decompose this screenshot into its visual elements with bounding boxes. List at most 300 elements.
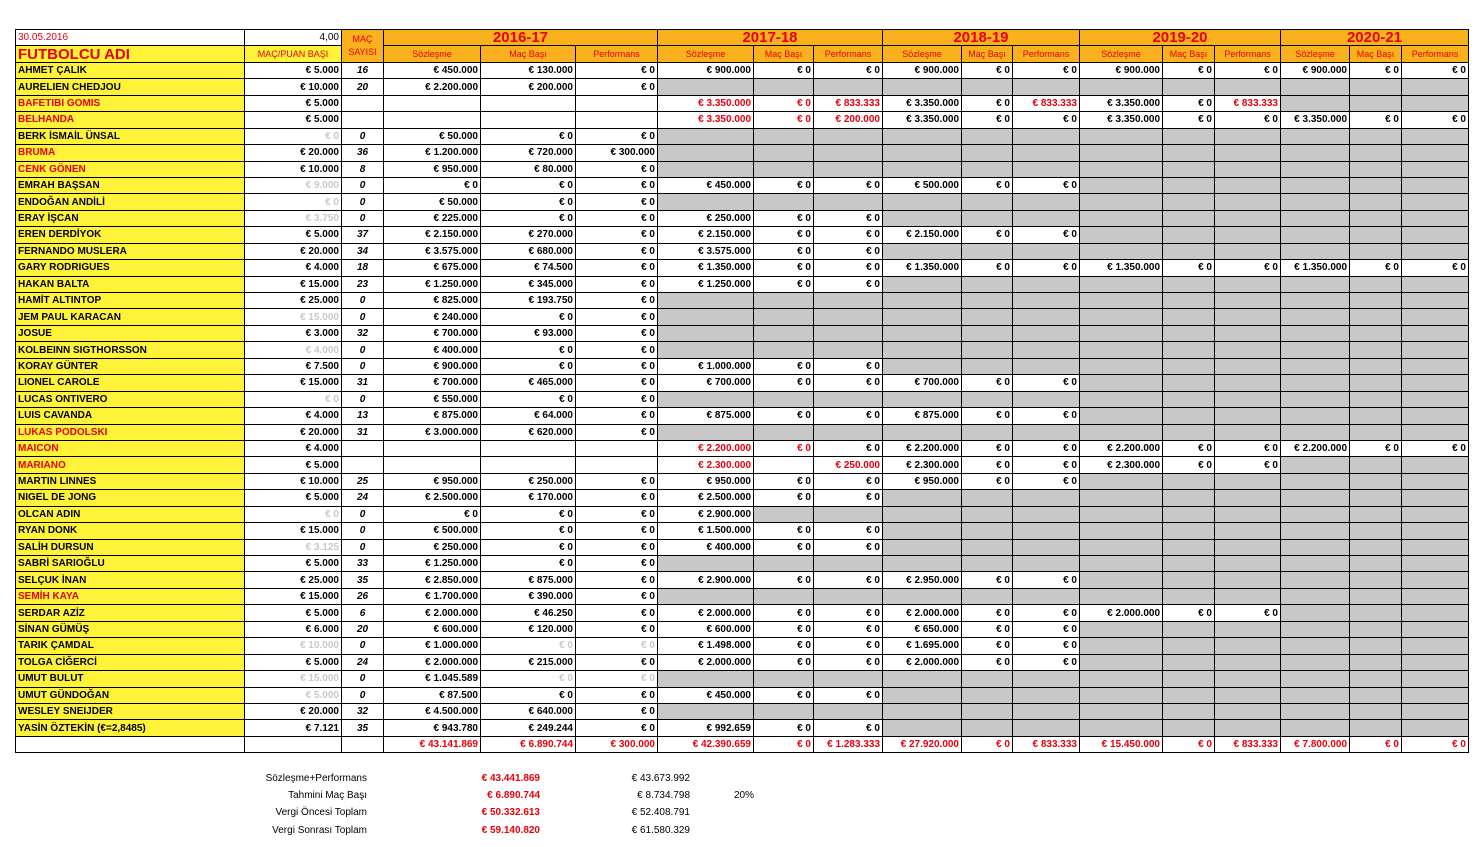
value-cell: € 0	[576, 276, 658, 292]
value-cell: € 0	[962, 112, 1013, 128]
empty-cell	[962, 539, 1013, 555]
empty-cell	[1013, 523, 1080, 539]
empty-cell	[962, 309, 1013, 325]
empty-cell	[883, 490, 962, 506]
empty-cell	[1402, 687, 1469, 703]
column-header: Performans	[1215, 46, 1281, 62]
value-cell: € 249.244	[481, 720, 576, 736]
puan-value: € 4.000	[245, 408, 342, 424]
empty-cell	[1215, 687, 1281, 703]
value-cell: € 0	[576, 375, 658, 391]
empty-cell	[962, 128, 1013, 144]
value-cell: € 0	[754, 539, 814, 555]
value-cell: € 0	[481, 506, 576, 522]
value-cell	[481, 440, 576, 456]
value-cell: € 2.900.000	[658, 506, 754, 522]
column-header: Performans	[576, 46, 658, 62]
match-count: 32	[342, 325, 384, 341]
empty-cell	[1281, 276, 1350, 292]
empty-cell	[658, 194, 754, 210]
value-cell: € 0	[814, 227, 883, 243]
match-count: 31	[342, 424, 384, 440]
empty-cell	[1350, 588, 1402, 604]
value-cell: € 0	[754, 62, 814, 78]
player-name: RYAN DONK	[16, 523, 245, 539]
table-row	[16, 424, 1469, 440]
empty-cell	[1163, 654, 1215, 670]
value-cell: € 943.780	[384, 720, 481, 736]
empty-cell	[1281, 161, 1350, 177]
empty-cell	[658, 556, 754, 572]
empty-cell	[1080, 293, 1163, 309]
match-count: 0	[342, 506, 384, 522]
value-cell: € 0	[1013, 621, 1080, 637]
empty-cell	[1215, 194, 1281, 210]
table-row	[16, 293, 1469, 309]
value-cell: € 2.950.000	[883, 572, 962, 588]
column-header: Sözleşme	[1080, 46, 1163, 62]
empty-cell	[658, 293, 754, 309]
table-row	[16, 572, 1469, 588]
value-cell: € 0	[814, 687, 883, 703]
value-cell: € 900.000	[883, 62, 962, 78]
match-count: 0	[342, 523, 384, 539]
empty-cell	[1350, 605, 1402, 621]
value-cell: € 0	[814, 523, 883, 539]
empty-cell	[1163, 227, 1215, 243]
empty-cell	[1350, 490, 1402, 506]
puan-value: € 0	[245, 391, 342, 407]
empty-cell	[962, 687, 1013, 703]
player-name: KOLBEINN SIGTHORSSON	[16, 342, 245, 358]
value-cell: € 87.500	[384, 687, 481, 703]
value-cell: € 0	[1013, 375, 1080, 391]
value-cell: € 0	[576, 473, 658, 489]
empty-cell	[754, 325, 814, 341]
empty-cell	[962, 293, 1013, 309]
empty-cell	[1163, 358, 1215, 374]
empty-cell	[1080, 638, 1163, 654]
value-cell	[481, 95, 576, 111]
value-cell: € 0	[1163, 605, 1215, 621]
value-cell: € 0	[481, 309, 576, 325]
player-name: LUKAS PODOLSKI	[16, 424, 245, 440]
value-cell: € 1.500.000	[658, 523, 754, 539]
table-row	[16, 720, 1469, 736]
empty-cell	[1281, 325, 1350, 341]
value-cell: € 3.350.000	[658, 112, 754, 128]
value-cell: € 0	[754, 243, 814, 259]
empty-cell	[962, 276, 1013, 292]
empty-cell	[1350, 572, 1402, 588]
value-cell: € 0	[384, 506, 481, 522]
empty-cell	[1350, 276, 1402, 292]
empty-cell	[1215, 358, 1281, 374]
empty-cell	[1350, 473, 1402, 489]
empty-cell	[1402, 605, 1469, 621]
value-cell: € 0	[576, 408, 658, 424]
empty-cell	[883, 703, 962, 719]
empty-cell	[883, 79, 962, 95]
value-cell: € 875.000	[384, 408, 481, 424]
empty-cell	[1281, 457, 1350, 473]
value-cell: € 0	[576, 62, 658, 78]
value-cell: € 2.000.000	[883, 654, 962, 670]
empty-cell	[658, 145, 754, 161]
empty-cell	[1281, 638, 1350, 654]
value-cell: € 1.350.000	[1281, 260, 1350, 276]
value-cell: € 0	[576, 671, 658, 687]
value-cell: € 0	[754, 605, 814, 621]
empty-cell	[1215, 325, 1281, 341]
puan-value: € 20.000	[245, 424, 342, 440]
puan-value: € 15.000	[245, 523, 342, 539]
value-cell: € 0	[814, 720, 883, 736]
empty-cell	[1402, 293, 1469, 309]
empty-cell	[1013, 556, 1080, 572]
header-row-2	[16, 46, 1469, 62]
empty-cell	[1080, 588, 1163, 604]
value-cell: € 93.000	[481, 325, 576, 341]
empty-cell	[1350, 671, 1402, 687]
summary-percent	[694, 804, 754, 821]
player-name: OLCAN ADIN	[16, 506, 245, 522]
empty-cell	[1163, 687, 1215, 703]
value-cell: € 0	[1013, 457, 1080, 473]
column-header: Maç Başı	[481, 46, 576, 62]
value-cell: € 0	[481, 194, 576, 210]
puan-value: € 6.000	[245, 621, 342, 637]
value-cell: € 640.000	[481, 703, 576, 719]
value-cell: € 0	[814, 654, 883, 670]
summary-alt-value: € 43.673.992	[631, 773, 690, 785]
empty-cell	[754, 556, 814, 572]
date-cell: 30.05.2016	[16, 30, 245, 46]
empty-cell	[1215, 408, 1281, 424]
empty-cell	[1013, 506, 1080, 522]
empty-cell	[1080, 342, 1163, 358]
value-cell: € 0	[814, 276, 883, 292]
table-row	[16, 309, 1469, 325]
total-cell: € 0	[962, 736, 1013, 752]
empty-cell	[1402, 276, 1469, 292]
value-cell: € 0	[576, 687, 658, 703]
value-cell: € 0	[962, 605, 1013, 621]
empty-cell	[1402, 375, 1469, 391]
empty-cell	[1402, 145, 1469, 161]
empty-cell	[1163, 621, 1215, 637]
puan-value: € 15.000	[245, 588, 342, 604]
empty-cell	[1281, 654, 1350, 670]
empty-cell	[1281, 243, 1350, 259]
value-cell: € 0	[1013, 638, 1080, 654]
empty-cell	[1163, 523, 1215, 539]
empty-cell	[1080, 490, 1163, 506]
value-cell: € 0	[576, 539, 658, 555]
value-cell: € 0	[576, 177, 658, 193]
empty-cell	[1402, 506, 1469, 522]
player-name: AURELIEN CHEDJOU	[16, 79, 245, 95]
value-cell: € 1.498.000	[658, 638, 754, 654]
value-cell: € 0	[962, 473, 1013, 489]
value-cell: € 3.575.000	[658, 243, 754, 259]
value-cell: € 0	[1402, 440, 1469, 456]
empty-cell	[1281, 621, 1350, 637]
value-cell: € 250.000	[658, 210, 754, 226]
match-count: 13	[342, 408, 384, 424]
value-cell: € 0	[754, 227, 814, 243]
empty-cell	[1080, 473, 1163, 489]
value-cell: € 3.350.000	[1080, 95, 1163, 111]
empty-cell	[1281, 210, 1350, 226]
match-count: 31	[342, 375, 384, 391]
value-cell: € 0	[576, 309, 658, 325]
empty-cell	[1163, 145, 1215, 161]
table-row	[16, 227, 1469, 243]
empty-cell	[1080, 161, 1163, 177]
value-cell: € 1.045.589	[384, 671, 481, 687]
player-name-header: FUTBOLCU ADI	[16, 46, 245, 62]
empty-cell	[1350, 79, 1402, 95]
puan-value: € 20.000	[245, 703, 342, 719]
value-cell: € 0	[1215, 260, 1281, 276]
puan-value: € 3.750	[245, 210, 342, 226]
summary-percent: 20%	[733, 790, 754, 802]
empty-cell	[1281, 424, 1350, 440]
empty-cell	[1402, 243, 1469, 259]
player-name: SEMİH KAYA	[16, 588, 245, 604]
value-cell: € 0	[962, 408, 1013, 424]
value-cell: € 700.000	[658, 375, 754, 391]
empty-cell	[1281, 95, 1350, 111]
value-cell	[576, 95, 658, 111]
empty-cell	[962, 556, 1013, 572]
table-row	[16, 79, 1469, 95]
table-row	[16, 161, 1469, 177]
puan-value: € 4.000	[245, 342, 342, 358]
value-cell: € 833.333	[814, 95, 883, 111]
empty-cell	[814, 325, 883, 341]
table-row	[16, 112, 1469, 128]
player-name: GARY RODRIGUES	[16, 260, 245, 276]
empty-cell	[754, 194, 814, 210]
value-cell: € 2.300.000	[883, 457, 962, 473]
empty-cell	[1013, 342, 1080, 358]
value-cell: € 680.000	[481, 243, 576, 259]
empty-cell	[1350, 309, 1402, 325]
empty-cell	[1215, 621, 1281, 637]
player-name: SALİH DURSUN	[16, 539, 245, 555]
value-cell: € 0	[576, 703, 658, 719]
value-cell: € 600.000	[658, 621, 754, 637]
value-cell: € 900.000	[1281, 62, 1350, 78]
puan-value: € 25.000	[245, 293, 342, 309]
player-name: CENK GÖNEN	[16, 161, 245, 177]
value-cell: € 1.350.000	[883, 260, 962, 276]
value-cell: € 0	[754, 490, 814, 506]
empty-cell	[1350, 654, 1402, 670]
puan-value: € 10.000	[245, 161, 342, 177]
player-name: TARIK ÇAMDAL	[16, 638, 245, 654]
empty-cell	[1215, 342, 1281, 358]
value-cell: € 0	[754, 572, 814, 588]
puan-value: € 20.000	[245, 243, 342, 259]
empty-cell	[1080, 227, 1163, 243]
match-count: 36	[342, 145, 384, 161]
value-cell: € 0	[814, 260, 883, 276]
value-cell: € 0	[481, 128, 576, 144]
table-row	[16, 654, 1469, 670]
puan-value: € 10.000	[245, 473, 342, 489]
puan-value: € 15.000	[245, 671, 342, 687]
empty-cell	[1350, 161, 1402, 177]
empty-cell	[1080, 703, 1163, 719]
empty-cell	[962, 358, 1013, 374]
empty-cell	[1080, 210, 1163, 226]
table-row	[16, 523, 1469, 539]
table-row	[16, 177, 1469, 193]
empty-cell	[1215, 539, 1281, 555]
match-count: 0	[342, 309, 384, 325]
value-cell: € 0	[754, 95, 814, 111]
value-cell: € 2.500.000	[384, 490, 481, 506]
empty-cell	[1013, 293, 1080, 309]
table-row	[16, 473, 1469, 489]
empty-cell	[1281, 671, 1350, 687]
empty-cell	[1013, 325, 1080, 341]
value-cell: € 0	[1215, 605, 1281, 621]
empty-cell	[1402, 703, 1469, 719]
puan-value: € 5.000	[245, 654, 342, 670]
value-cell: € 0	[754, 720, 814, 736]
empty-cell	[1013, 243, 1080, 259]
value-cell: € 0	[576, 506, 658, 522]
value-cell: € 46.250	[481, 605, 576, 621]
value-cell: € 0	[754, 440, 814, 456]
puan-value: € 3.000	[245, 325, 342, 341]
empty-cell	[1013, 703, 1080, 719]
player-name: UMUT GÜNDOĞAN	[16, 687, 245, 703]
empty-cell	[1080, 424, 1163, 440]
empty-cell	[658, 671, 754, 687]
empty-cell	[1163, 539, 1215, 555]
value-cell: € 0	[754, 638, 814, 654]
table-row	[16, 588, 1469, 604]
empty-cell	[1163, 325, 1215, 341]
empty-cell	[883, 671, 962, 687]
match-count: 34	[342, 243, 384, 259]
empty-cell	[1163, 703, 1215, 719]
value-cell: € 0	[754, 260, 814, 276]
empty-cell	[962, 506, 1013, 522]
value-cell: € 0	[1350, 260, 1402, 276]
value-cell: € 2.900.000	[658, 572, 754, 588]
value-cell: € 0	[576, 654, 658, 670]
player-name: MARIANO	[16, 457, 245, 473]
season-header: 2018-19	[883, 30, 1080, 46]
value-cell: € 2.200.000	[1080, 440, 1163, 456]
empty-cell	[1402, 490, 1469, 506]
empty-cell	[1350, 325, 1402, 341]
empty-cell	[1163, 128, 1215, 144]
empty-cell	[814, 309, 883, 325]
value-cell: € 550.000	[384, 391, 481, 407]
empty-cell	[1080, 408, 1163, 424]
value-cell: € 0	[576, 572, 658, 588]
value-cell: € 240.000	[384, 309, 481, 325]
empty-cell	[1402, 473, 1469, 489]
empty-cell	[1163, 720, 1215, 736]
empty-cell	[962, 523, 1013, 539]
empty-cell	[1281, 293, 1350, 309]
total-cell: € 43.141.869	[384, 736, 481, 752]
empty-cell	[1080, 572, 1163, 588]
empty-cell	[1281, 720, 1350, 736]
value-cell: € 2.300.000	[658, 457, 754, 473]
empty-cell	[1281, 556, 1350, 572]
value-cell: € 0	[962, 227, 1013, 243]
empty-cell	[1215, 293, 1281, 309]
value-cell: € 0	[481, 539, 576, 555]
value-cell: € 833.333	[1215, 95, 1281, 111]
empty-cell	[1215, 671, 1281, 687]
empty-cell	[1350, 358, 1402, 374]
value-cell: € 3.350.000	[1281, 112, 1350, 128]
empty-cell	[754, 293, 814, 309]
rate-cell: 4,00	[245, 30, 342, 46]
column-header: Sözleşme	[1281, 46, 1350, 62]
empty-cell	[1163, 572, 1215, 588]
value-cell: € 2.000.000	[384, 654, 481, 670]
puan-value: € 5.000	[245, 62, 342, 78]
empty-cell	[1281, 588, 1350, 604]
empty-cell	[1281, 309, 1350, 325]
value-cell: € 0	[1163, 440, 1215, 456]
empty-cell	[1215, 424, 1281, 440]
value-cell: € 2.200.000	[658, 440, 754, 456]
value-cell: € 80.000	[481, 161, 576, 177]
empty-cell	[1281, 703, 1350, 719]
empty-cell	[1163, 490, 1215, 506]
empty-cell	[1402, 671, 1469, 687]
empty-cell	[1350, 342, 1402, 358]
total-cell: € 0	[1402, 736, 1469, 752]
empty-cell	[1013, 358, 1080, 374]
empty-cell	[962, 490, 1013, 506]
empty-cell	[1013, 671, 1080, 687]
value-cell	[481, 112, 576, 128]
empty-cell	[754, 145, 814, 161]
value-cell: € 465.000	[481, 375, 576, 391]
table-row	[16, 342, 1469, 358]
empty-cell	[1163, 408, 1215, 424]
value-cell: € 50.000	[384, 194, 481, 210]
value-cell: € 2.300.000	[1080, 457, 1163, 473]
player-name: HAMİT ALTINTOP	[16, 293, 245, 309]
column-header: Maç Başı	[1163, 46, 1215, 62]
value-cell: € 0	[576, 523, 658, 539]
empty-cell	[1215, 128, 1281, 144]
empty-cell	[1281, 342, 1350, 358]
value-cell: € 1.350.000	[658, 260, 754, 276]
value-cell: € 130.000	[481, 62, 576, 78]
empty-cell	[1402, 424, 1469, 440]
player-name: TOLGA CİĞERCİ	[16, 654, 245, 670]
empty-cell	[1080, 539, 1163, 555]
empty-cell	[1215, 638, 1281, 654]
puan-value: € 10.000	[245, 638, 342, 654]
value-cell: € 0	[962, 260, 1013, 276]
